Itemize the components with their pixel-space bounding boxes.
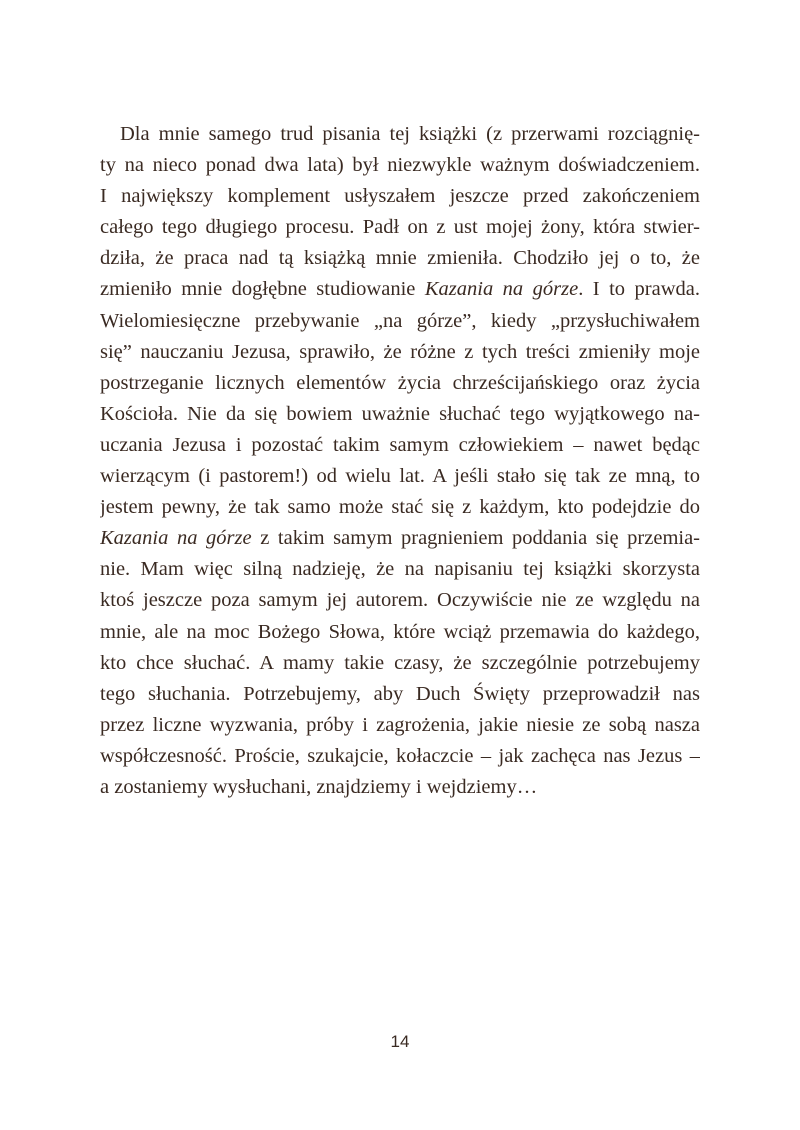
text-line: ktoś jeszcze poza samym jej autorem. Oczywiście nie ze względu na (100, 589, 700, 612)
text-line: współczesność. Proście, szukajcie, kołaczcie – jak zachęca nas Jezus – (100, 744, 700, 767)
body-paragraph (100, 119, 700, 803)
text-segment: z takim samym pragnieniem poddania się przemia- (251, 527, 700, 550)
text-line: jestem pewny, że tak samo może stać się z każdym, kto podejdzie do (100, 496, 700, 519)
text-segment: . I to prawda. (578, 278, 700, 301)
text-line: Wielomiesięczne przebywanie „na górze”, kiedy „przysłuchiwałem (100, 309, 700, 332)
text-line: Dla mnie samego trud pisania tej książki (z przerwami rozciągnię- (120, 123, 700, 145)
book-title-italic: Kazania na górze (100, 527, 252, 550)
text-line: I największy komplement usłyszałem jeszcze przed zakończeniem (100, 185, 700, 208)
text-line (100, 274, 700, 305)
text-line: tego słuchania. Potrzebujemy, aby Duch Święty przeprowadził nas (100, 682, 700, 705)
text-line: się” nauczaniu Jezusa, sprawiło, że różne z tych treści zmieniły moje (100, 340, 700, 363)
page-number: 14 (390, 1032, 410, 1051)
text-line: Kościoła. Nie da się bowiem uważnie słuchać tego wyjątkowego na- (100, 402, 700, 425)
text-line: przez liczne wyzwania, próby i zagrożenia, jakie niesie ze sobą nasza (100, 713, 700, 736)
text-line: nie. Mam więc silną nadzieję, że na napisaniu tej książki skorzysta (100, 558, 700, 581)
text-line: mnie, ale na moc Bożego Słowa, które wciąż przemawia do każdego, (100, 620, 700, 643)
book-title-italic: Kazania na górze (424, 278, 579, 301)
text-line: a zostaniemy wysłuchani, znajdziemy i wejdziemy… (100, 775, 538, 798)
text-segment: zmieniło mnie dogłębne studiowanie (100, 278, 425, 301)
text-line (100, 523, 700, 554)
text-line: kto chce słuchać. A mamy takie czasy, że szczególnie potrzebujemy (100, 651, 700, 674)
text-line: postrzeganie licznych elementów życia chrześcijańskiego oraz życia (100, 371, 700, 394)
text-line: dziła, że praca nad tą książką mnie zmieniła. Chodziło jej o to, że (100, 247, 700, 270)
text-line: uczania Jezusa i pozostać takim samym człowiekiem – nawet będąc (100, 433, 700, 456)
text-line: ty na nieco ponad dwa lata) był niezwykle ważnym doświadczeniem. (100, 154, 700, 177)
text-line: całego tego długiego procesu. Padł on z ust mojej żony, która stwier- (100, 216, 700, 239)
text-line: wierzącym (i pastorem!) od wielu lat. A jeśli stało się tak ze mną, to (100, 465, 700, 488)
